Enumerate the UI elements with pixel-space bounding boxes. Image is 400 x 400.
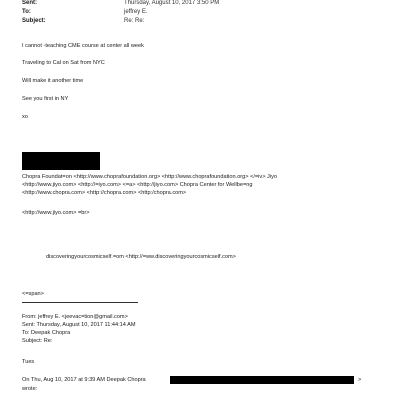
signature-line: Chopra Foundat=on <http://www.choprafoundation.org> <http://www.choprafoundation.org> </=iv> Jiyo [22,174,277,180]
reply-attribution-end: > [358,377,362,383]
quoted-to: To: Deepak Chopra [22,330,71,336]
redaction-box [170,376,354,384]
sent-value: Thursday, August 10, 2017 3:50 PM [124,0,220,6]
signature-line: discoveringyourcosmicself.=om <http://=ww.discoveringyourcosmicself.com> [46,254,236,260]
quoted-from: From: jeffrey E. <jeevac=tion@gmail.com> [22,314,128,320]
quoted-sent: Sent: Thursday, August 10, 2017 11:44:14 AM [22,322,136,328]
quoted-body: Tues [22,359,35,365]
body-line: See you first in NY [22,96,69,102]
quoted-subject: Subject: Re: [22,338,53,344]
to-value: jeffrey E. [124,9,148,15]
to-label: To: [22,9,31,15]
separator-rule [22,302,138,303]
signature-line: <http://www.jiyo.com> =br> [22,210,90,216]
subject-label: Subject: [22,18,46,24]
body-line: xo [22,114,28,120]
subject-value: Re: Re: [124,18,145,24]
sent-label: Sent: [22,0,37,6]
signature-line: <http://www.jiyo.com> <http://=iyo.com> <=a> <http://jiyo.com> Chopra Center for Wellbe=ng [22,182,253,188]
span-tag: <=span> [22,291,44,297]
body-line: I cannot -teaching CME course at center all week [22,43,144,49]
reply-wrote: wrote: [22,386,38,392]
body-line: Will make it another time [22,78,84,84]
redaction-box [22,152,100,170]
reply-attribution: On Thu, Aug 10, 2017 at 9:39 AM Deepak Chopra [22,377,146,383]
signature-line: <http://www.chopra.com> <http://chopra.com> <http:/chopra.com> [22,190,187,196]
body-line: Traveling to Cal on Sat from NYC [22,60,105,66]
